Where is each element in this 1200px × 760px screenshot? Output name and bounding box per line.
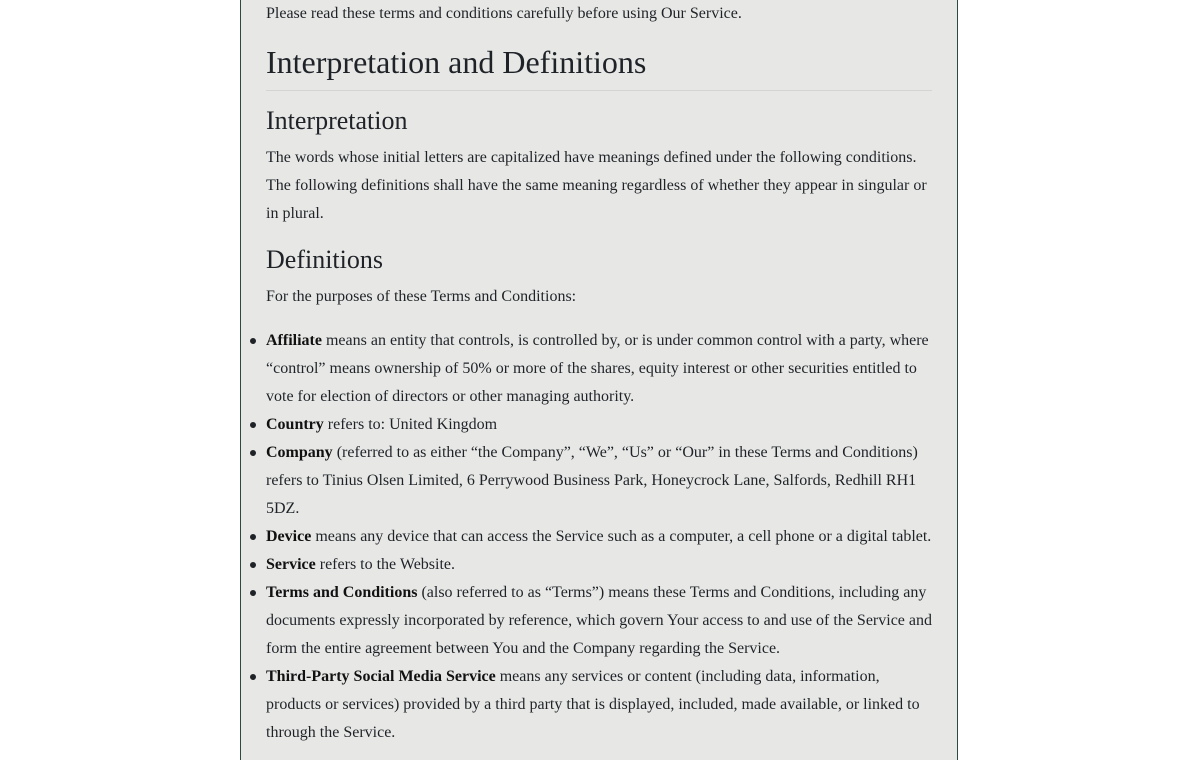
- document-panel: [240, 0, 958, 760]
- definition-term: Company: [266, 444, 333, 461]
- definition-text: refers to: United Kingdom: [323, 416, 498, 433]
- list-item: [266, 663, 938, 747]
- list-item: [266, 579, 938, 663]
- list-item: [266, 439, 938, 523]
- definition-text: means an entity that controls, is controlled by, or is under common control with a party, where “control” means ownership of 50% or more of the shares, equity interest or other securities entitled to vote for election of directors or other managing authority.: [266, 332, 929, 405]
- section-heading: Interpretation and Definitions: [266, 42, 932, 91]
- definition-term: Country: [266, 416, 324, 433]
- list-item: [266, 523, 938, 551]
- definition-term: Service: [266, 556, 316, 573]
- definition-text: means any services or content (including data, information, products or services) provided by a third party that is displayed, included, made available, or linked to through the Service.: [266, 668, 920, 741]
- definition-term: Affiliate: [266, 332, 322, 349]
- list-item: [266, 551, 938, 579]
- definitions-list: [266, 327, 938, 747]
- interpretation-heading: Interpretation: [266, 106, 408, 135]
- definition-text: refers to the Website.: [315, 556, 456, 573]
- definitions-intro: For the purposes of these Terms and Conditions:: [266, 288, 577, 305]
- definition-text: (referred to as either “the Company”, “We”, “Us” or “Our” in these Terms and Conditions) refers to Tinius Olsen Limited, 6 Perrywood Business Park, Honeycrock Lane, Salfords, Redhill RH1 5DZ.: [266, 444, 918, 517]
- interpretation-text: The words whose initial letters are capitalized have meanings defined under the following conditions. The following definitions shall have the same meaning regardless of whether they appear in singular or in plural.: [266, 149, 927, 222]
- list-item: [266, 327, 938, 411]
- definition-term: Third-Party Social Media Service: [266, 668, 496, 685]
- list-item: [266, 411, 938, 439]
- definitions-heading: Definitions: [266, 245, 383, 274]
- definition-term: Terms and Conditions: [266, 584, 418, 601]
- definition-text: means any device that can access the Service such as a computer, a cell phone or a digital tablet.: [311, 528, 932, 545]
- definition-text: (also referred to as “Terms”) means these Terms and Conditions, including any documents expressly incorporated by reference, which govern Your access to and use of the Service and form the entire agreement between You and the Company regarding the Service.: [266, 584, 932, 657]
- definition-term: Device: [266, 528, 312, 545]
- intro-text: Please read these terms and conditions carefully before using Our Service.: [266, 5, 742, 22]
